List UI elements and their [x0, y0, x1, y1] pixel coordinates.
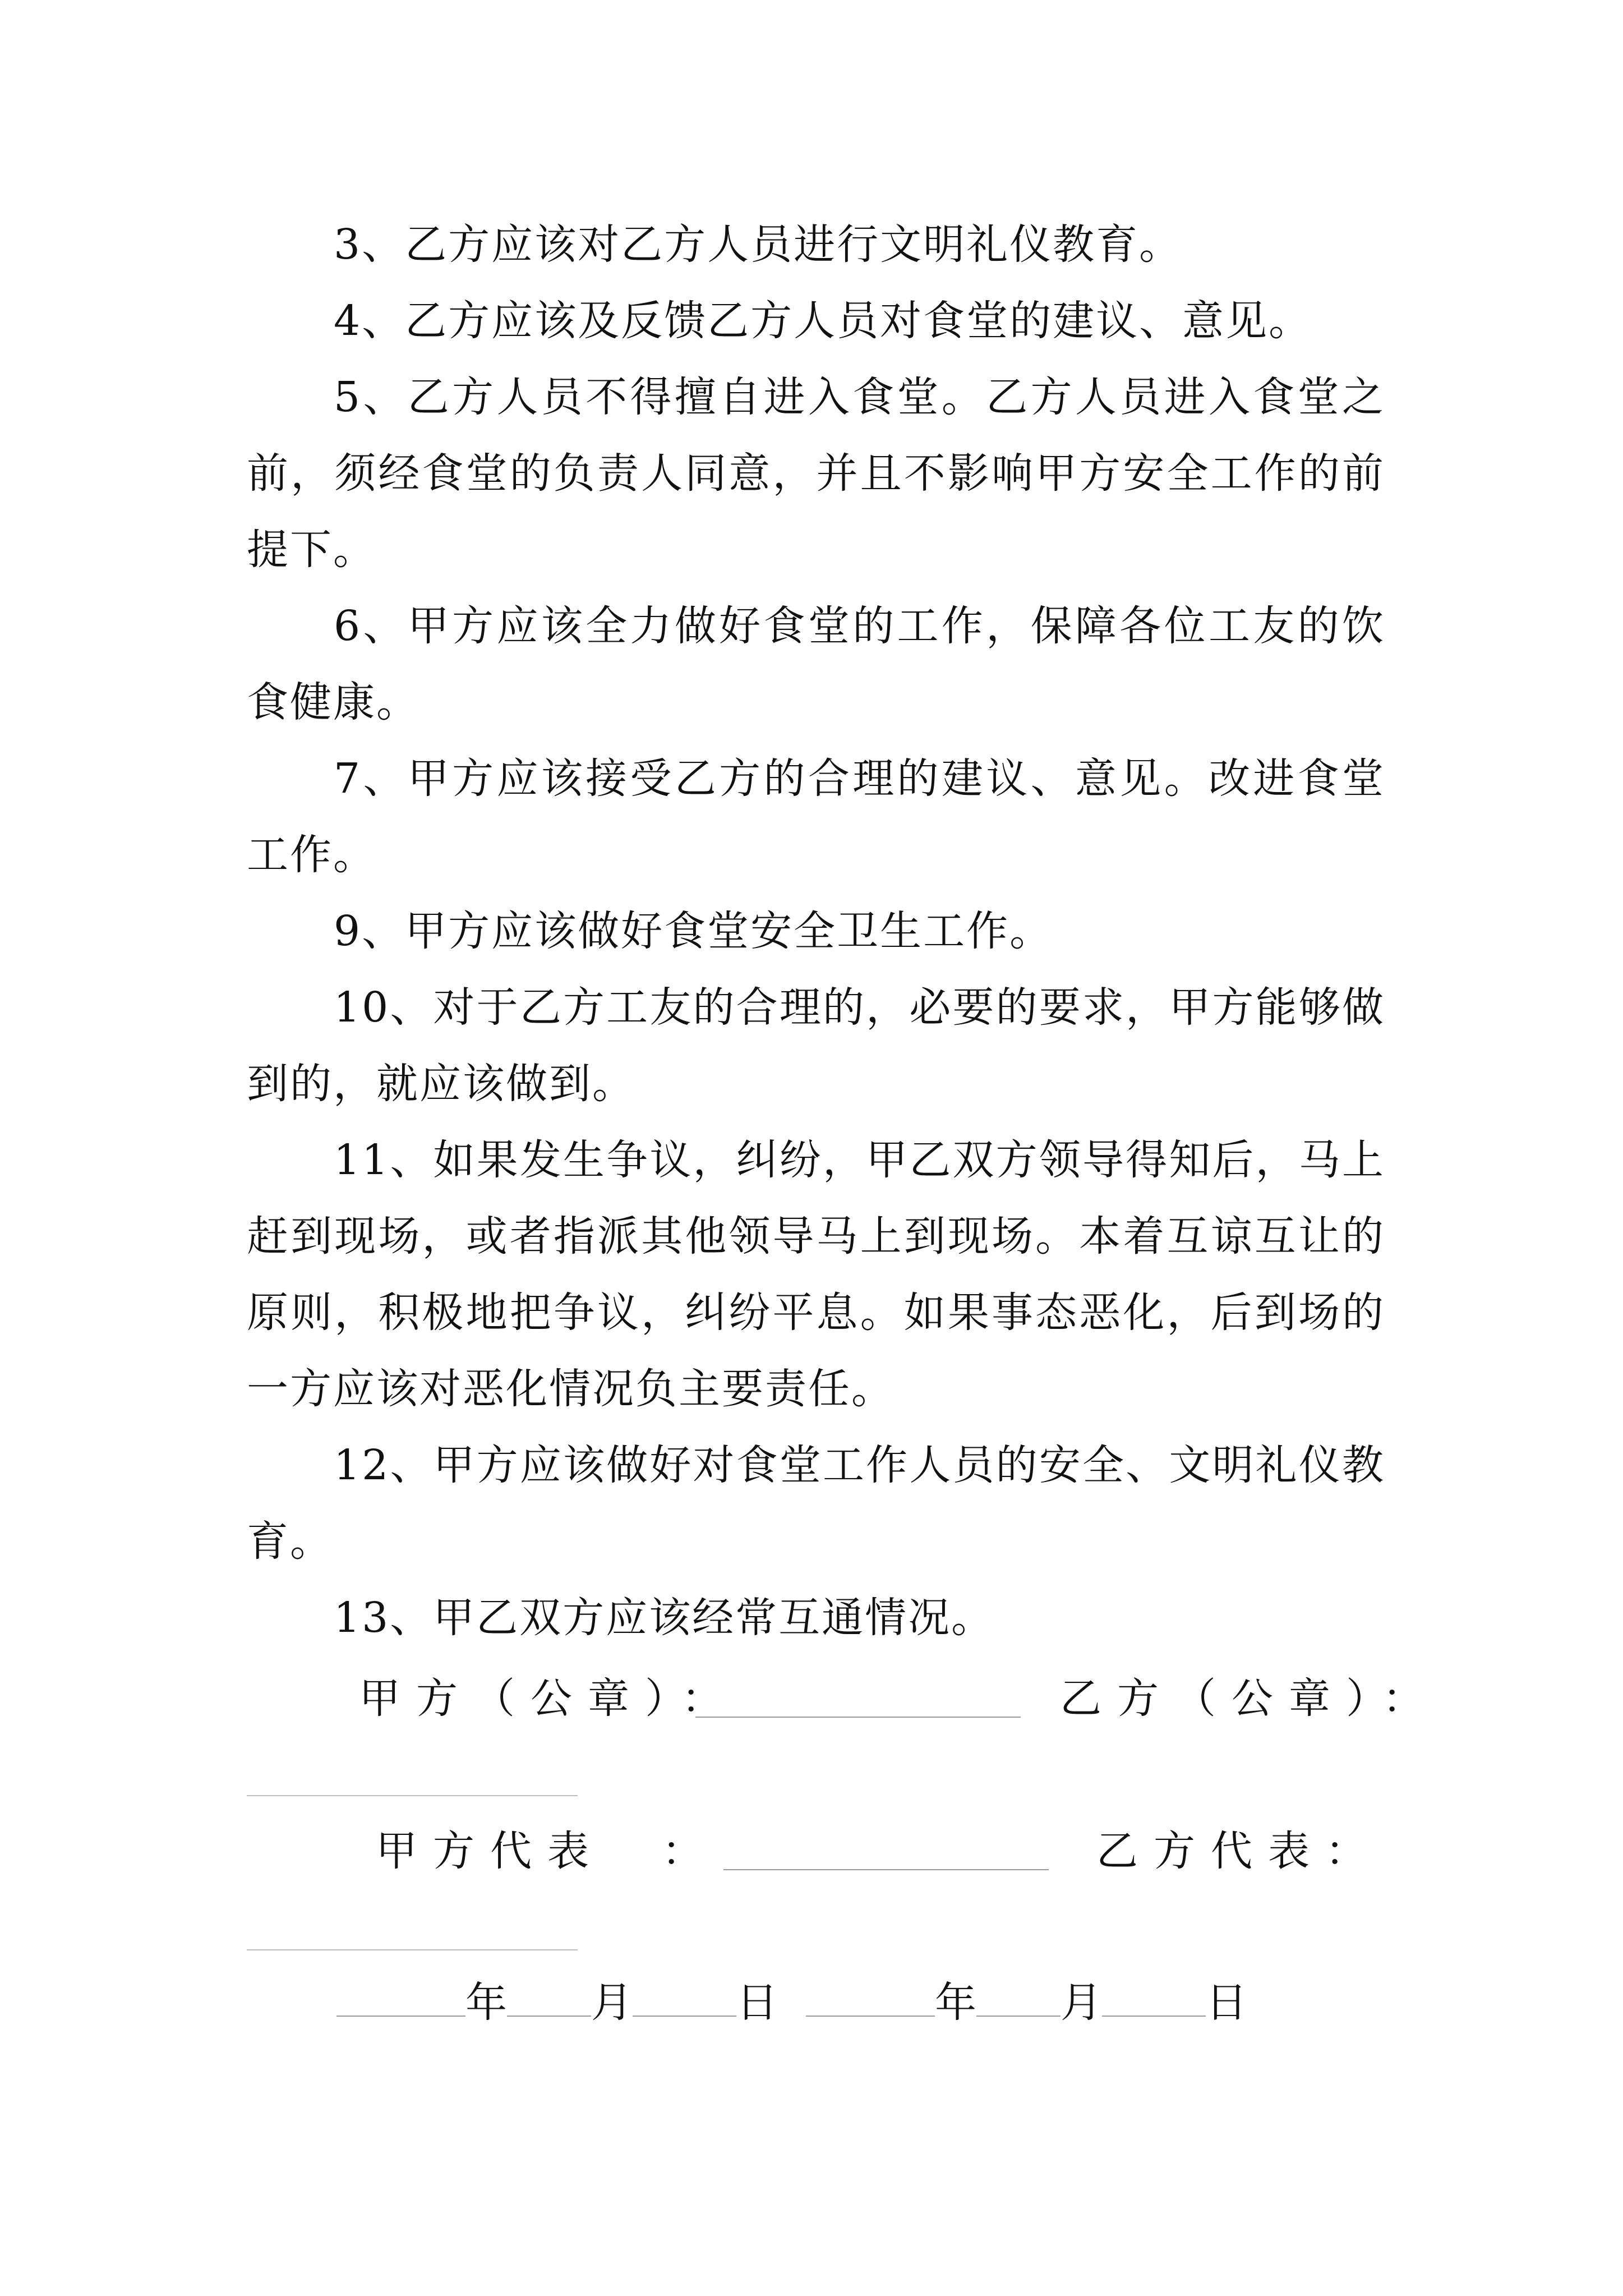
- party-b-month-label: 月: [1061, 1978, 1102, 2027]
- clause-10: 10、对于乙方工友的合理的，必要的要求，甲方能够做到的，就应该做到。: [247, 983, 1385, 1108]
- party-b-year-blank: [806, 1981, 935, 2017]
- clause-13: 13、甲乙双方应该经常互通情况。: [334, 1594, 995, 1642]
- party-a-rep-blank: [723, 1834, 1049, 1870]
- party-b-rep-underline: [247, 1949, 578, 1950]
- party-a-day-blank: [633, 1981, 736, 2017]
- party-b-rep-label: 乙方代表：: [1096, 1827, 1382, 1875]
- party-a-seal-label: 甲方（公章）：: [359, 1674, 739, 1723]
- party-a-month-blank: [507, 1981, 591, 2017]
- party-a-month-label: 月: [591, 1978, 633, 2027]
- clause-12: 12、甲方应该做好对食堂工作人员的安全、文明礼仪教育。: [247, 1441, 1385, 1566]
- clause-9: 9、甲方应该做好食堂安全卫生工作。: [334, 907, 1053, 955]
- clause-5: 5、乙方人员不得擅自进入食堂。乙方人员进入食堂之前，须经食堂的负责人同意，并且不影响甲方安全工作的前提下。: [247, 373, 1385, 574]
- clause-11: 11、如果发生争议，纠纷，甲乙双方领导得知后，马上赶到现场，或者指派其他领导马上到现场。本着互谅互让的原则，积极地把争议，纠纷平息。如果事态恶化，后到场的一方应该对恶化情况负主要责任。: [247, 1136, 1385, 1413]
- party-b-month-blank: [976, 1981, 1061, 2017]
- party-b-year-label: 年: [935, 1978, 976, 2027]
- party-b-seal-label: 乙方（公章）：: [1060, 1674, 1440, 1723]
- clause-3: 3、乙方应该对乙方人员进行文明礼仪教育。: [334, 220, 1183, 269]
- party-a-year-blank: [336, 1981, 465, 2017]
- party-a-seal-blank: [695, 1682, 1021, 1718]
- clause-7: 7、甲方应该接受乙方的合理的建议、意见。改进食堂工作。: [247, 754, 1385, 879]
- party-b-seal-underline: [247, 1795, 578, 1796]
- party-a-year-label: 年: [465, 1978, 507, 2027]
- party-b-day-label: 日: [1206, 1978, 1247, 2027]
- clause-4: 4、乙方应该及反馈乙方人员对食堂的建议、意见。: [334, 297, 1312, 345]
- party-b-day-blank: [1102, 1981, 1206, 2017]
- date-line: [336, 1975, 1247, 2031]
- clause-6: 6、甲方应该全力做好食堂的工作，保障各位工友的饮食健康。: [247, 602, 1385, 726]
- party-a-day-label: 日: [736, 1978, 778, 2027]
- party-a-rep-label: 甲方代表: [376, 1827, 605, 1875]
- party-a-rep-colon: ：: [662, 1827, 703, 1875]
